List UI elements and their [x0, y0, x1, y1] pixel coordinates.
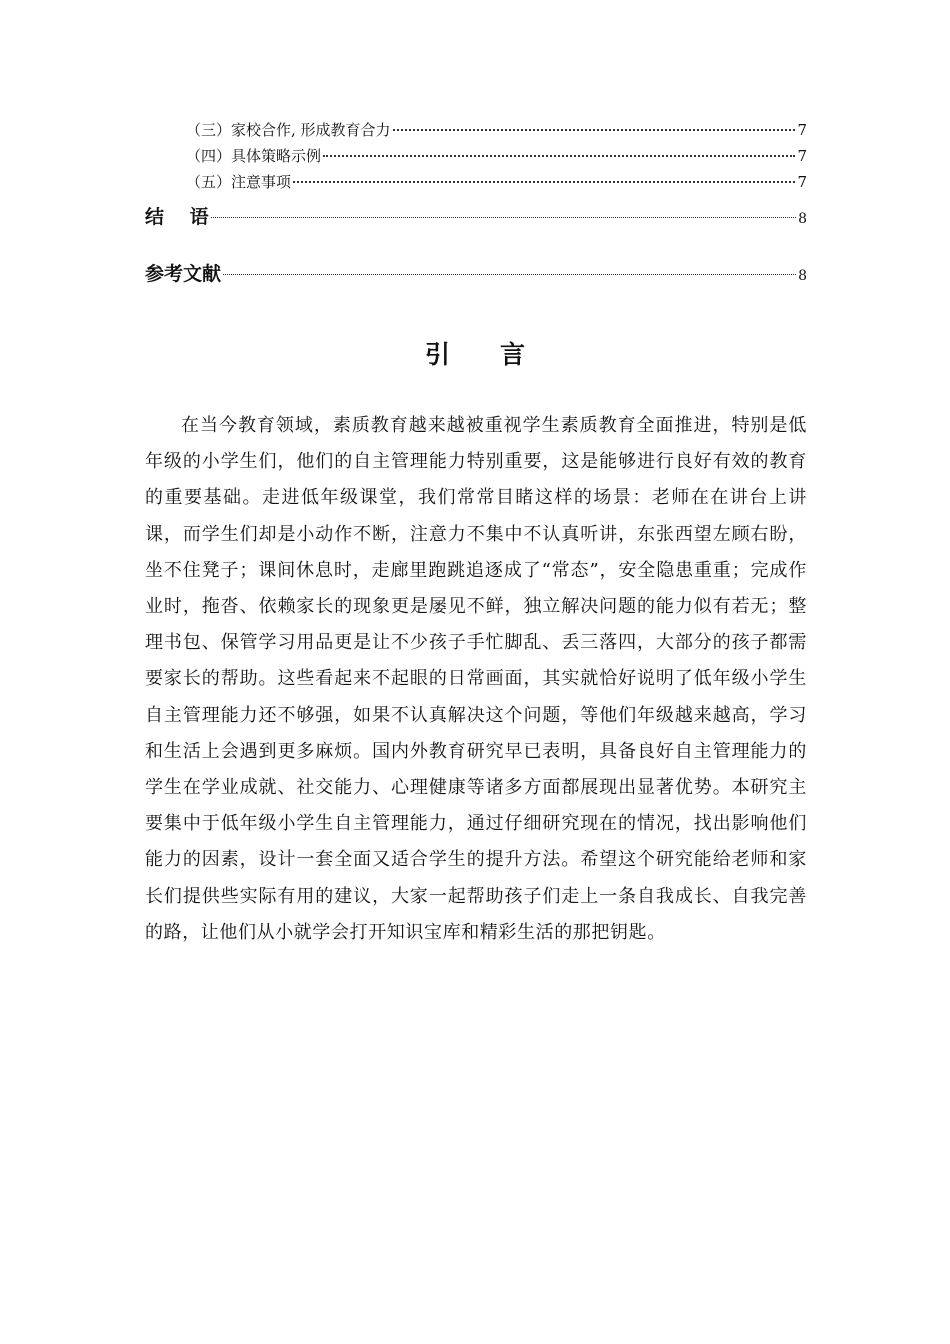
toc-entry-references[interactable]: [145, 259, 807, 289]
toc-entry-precautions[interactable]: [145, 169, 807, 195]
toc-entry-label: （五）注意事项: [186, 173, 292, 191]
toc-entry-home-school-cooperation[interactable]: [145, 117, 807, 143]
table-of-contents: [145, 117, 807, 289]
toc-entry-page-number: 7: [797, 173, 807, 191]
introduction-heading: 引 言: [424, 340, 525, 369]
toc-entry-conclusion[interactable]: [145, 202, 807, 232]
toc-entry-page-number: 8: [798, 211, 807, 227]
toc-entry-strategy-examples[interactable]: [145, 143, 807, 169]
toc-entry-label: （四）具体策略示例: [186, 147, 322, 165]
toc-entry-page-number: 7: [797, 147, 807, 165]
toc-dot-leader: [393, 129, 796, 131]
toc-dot-leader: [323, 155, 795, 157]
toc-entry-page-number: 7: [797, 121, 807, 139]
introduction-paragraph: 在当今教育领域，素质教育越来越被重视学生素质教育全面推进，特别是低年级的小学生们，他们的自主管理能力特别重要，这是能够进行良好有效的教育 的重要基础。走进低年级课堂，我们常常目睹这样的场景：老师在在讲台上讲课，而学生们却是小动作不断，注意力不集中不认真听讲，东张西望左顾右盼，坐不住凳子；课间休息时，走廊里跑跳追逐成了“常态”，安全隐患重重；完成作业时，拖沓、依赖家长的现象更是屡见不鲜，独立解决问题的能力似有若无；整理书包、保管学习用品更是让不少孩子手忙脚乱、丢三落四，大部分的孩子都需要家长的帮助。这些看起来不起眼的日常画面，其实就恰好说明了低年级小学生自主管理能力还不够强，如果不认真解决这个问题，等他们年级越来越高，学习和生活上会遇到更多麻烦。国内外教育研究早已表明，具备良好自主管理能力的学生在学业成就、社交能力、心理健康等诸多方面都展现出显著优势。本研究主要集中于低年级小学生自主管理能力，通过仔细研究现在的情况，找出影响他们能力的因素，设计一套全面又适合学生的提升方法。希望这个研究能给老师和家长们提供些实际有用的建议，大家一起帮助孩子们走上一条自我成长、自我完善的路，让他们从小就学会打开知识宝库和精彩生活的那把钥匙。: [145, 415, 826, 943]
toc-dot-leader: [211, 217, 796, 218]
toc-entry-label: （三）家校合作, 形成教育合力: [186, 121, 391, 139]
toc-entry-label: 参考文献: [145, 263, 222, 285]
toc-dot-leader: [293, 181, 795, 183]
toc-entry-page-number: 8: [798, 268, 807, 284]
toc-dot-leader: [223, 274, 796, 275]
toc-entry-label: 结 语: [145, 206, 209, 228]
